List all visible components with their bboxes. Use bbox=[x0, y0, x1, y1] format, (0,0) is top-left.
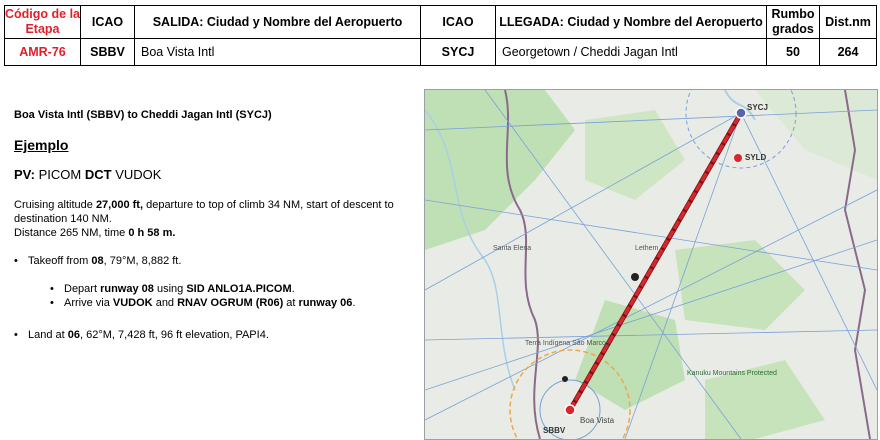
sbbv-airport-marker[interactable] bbox=[565, 405, 575, 415]
cruise-altitude: 27,000 ft, bbox=[95, 199, 144, 211]
arrival-icao: SYCJ bbox=[421, 39, 496, 66]
waypoint-marker-2 bbox=[562, 376, 568, 382]
waypoint-vudok: VUDOK bbox=[115, 167, 162, 182]
arrive-text: Arrive via bbox=[64, 297, 113, 309]
distance-value: 264 bbox=[820, 39, 877, 66]
distance-text: Distance 265 NM, time bbox=[14, 227, 129, 239]
flight-plan-route bbox=[14, 168, 414, 182]
heading-value: 50 bbox=[767, 39, 820, 66]
departure-airport: Boa Vista Intl bbox=[135, 39, 421, 66]
arrival-airport: Georgetown / Cheddi Jagan Intl bbox=[496, 39, 767, 66]
depart-text: Depart bbox=[64, 283, 101, 295]
takeoff-runway: 08 bbox=[91, 255, 104, 267]
sycj-airport-marker[interactable] bbox=[736, 108, 746, 118]
col-header-arrival: LLEGADA: Ciudad y Nombre del Aeropuerto bbox=[496, 6, 767, 39]
sao-marcos-label: Terra Indígena São Marcos bbox=[525, 340, 610, 347]
depart-item bbox=[50, 282, 414, 296]
col-header-heading: Rumbo grados bbox=[767, 6, 820, 39]
route-title: Boa Vista Intl (SBBV) to Cheddi Jagan Intl (SYCJ) bbox=[14, 109, 272, 121]
arrive-item bbox=[50, 296, 414, 310]
kanuku-label: Kanuku Mountains Protected bbox=[687, 370, 777, 377]
depart-text-3: . bbox=[291, 283, 295, 295]
arrive-text-4: . bbox=[352, 297, 356, 309]
boa-vista-label: Boa Vista bbox=[580, 416, 615, 425]
santa-elena-label: Santa Elena bbox=[493, 245, 532, 252]
route-map[interactable] bbox=[424, 89, 878, 440]
col-header-code: Código de la Etapa bbox=[5, 6, 81, 39]
leg-table bbox=[4, 5, 877, 66]
waypoint-picom: PICOM bbox=[38, 167, 82, 182]
takeoff-list bbox=[14, 254, 414, 268]
col-header-arr-icao: ICAO bbox=[421, 6, 496, 39]
arrival-runway: runway 06 bbox=[298, 297, 353, 309]
departure-icao: SBBV bbox=[81, 39, 135, 66]
col-header-distance: Dist.nm bbox=[820, 6, 877, 39]
arrive-text-3: at bbox=[283, 297, 299, 309]
depart-runway: runway 08 bbox=[100, 283, 154, 295]
arrival-fix: VUDOK bbox=[112, 297, 153, 309]
dct-label: DCT bbox=[84, 167, 112, 182]
sycj-label: SYCJ bbox=[747, 103, 768, 112]
sid-name: SID ANLO1A.PICOM bbox=[186, 283, 292, 295]
takeoff-item bbox=[14, 254, 414, 268]
col-header-dep-icao: ICAO bbox=[81, 6, 135, 39]
procedure-list bbox=[14, 282, 414, 310]
landing-list bbox=[14, 328, 414, 342]
takeoff-details: , 79°M, 8,882 ft. bbox=[103, 255, 182, 267]
lethem-label: Lethem bbox=[635, 245, 659, 252]
cruise-info bbox=[14, 198, 414, 240]
depart-text-2: using bbox=[153, 283, 187, 295]
land-text: Land at bbox=[28, 329, 68, 341]
waypoint-marker bbox=[631, 273, 639, 281]
leg-table-header-row bbox=[5, 6, 877, 39]
land-runway: 06 bbox=[67, 329, 81, 341]
pv-label: PV: bbox=[14, 167, 35, 182]
ejemplo-heading: Ejemplo bbox=[14, 137, 69, 153]
cruise-text-2: departure to top of climb 34 NM, start of descent to destination 140 NM. bbox=[14, 199, 394, 225]
landing-item bbox=[14, 328, 414, 342]
cruise-text: Cruising altitude bbox=[14, 199, 96, 211]
syld-airport-marker[interactable] bbox=[734, 154, 742, 162]
land-details: , 62°M, 7,428 ft, 96 ft elevation, PAPI4. bbox=[80, 329, 269, 341]
syld-label: SYLD bbox=[745, 153, 767, 162]
takeoff-text: Takeoff from bbox=[28, 255, 92, 267]
col-header-departure: SALIDA: Ciudad y Nombre del Aeropuerto bbox=[135, 6, 421, 39]
leg-code: AMR-76 bbox=[5, 39, 81, 66]
arrive-text-2: and bbox=[152, 297, 178, 309]
flight-time: 0 h 58 m. bbox=[128, 227, 176, 239]
leg-table-row bbox=[5, 39, 877, 66]
sbbv-label: SBBV bbox=[543, 426, 566, 435]
rnav-approach: RNAV OGRUM (R06) bbox=[177, 297, 284, 309]
route-map-svg bbox=[425, 90, 877, 439]
briefing-text bbox=[14, 100, 414, 342]
